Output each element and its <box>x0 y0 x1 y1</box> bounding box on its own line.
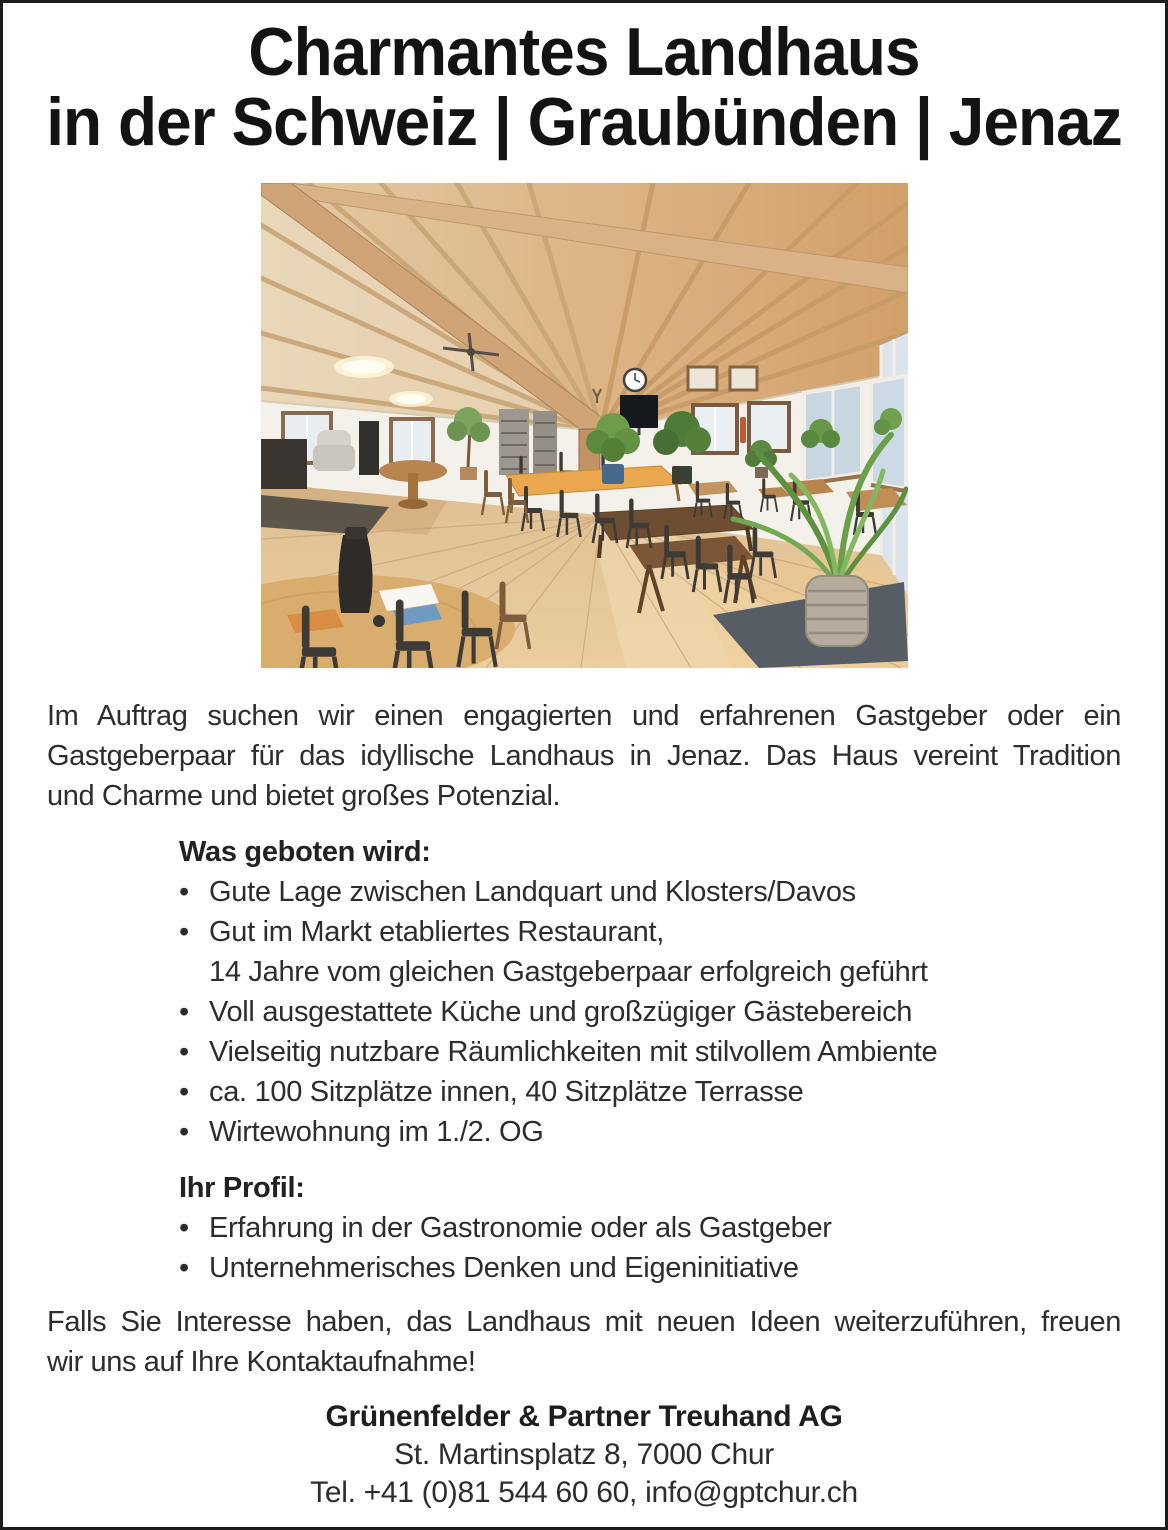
closing-line: Falls Sie Interesse haben, das Landhaus mit neuen Ideen weiterzuführen, freuen <box>47 1306 1121 1338</box>
bullet-item <box>179 1072 1105 1112</box>
profile-heading: Ihr Profil: <box>179 1172 305 1204</box>
intro-line: und Charme und bietet großes Potenzial. <box>47 780 561 812</box>
bullet-item <box>179 1248 1105 1288</box>
bullet-text: Voll ausgestattete Küche und großzügiger Gästebereich <box>209 996 913 1028</box>
bullet-item <box>179 912 1105 952</box>
bullet-text: ca. 100 Sitzplätze innen, 40 Sitzplätze Terrasse <box>209 1076 804 1108</box>
bullet-icon: • <box>179 1116 189 1148</box>
title-line-1: Charmantes Landhaus <box>248 14 920 90</box>
intro-line: Im Auftrag suchen wir einen engagierten und erfahrenen Gastgeber oder ein <box>47 700 1121 732</box>
offers-heading: Was geboten wird: <box>179 836 431 868</box>
closing-paragraph <box>47 1302 1121 1382</box>
profile-section <box>179 1168 1105 1288</box>
contact-block <box>3 1398 1165 1512</box>
bullet-text: Wirtewohnung im 1./2. OG <box>209 1116 544 1148</box>
intro-line: Gastgeberpaar für das idyllische Landhaus in Jenaz. Das Haus vereint Tradition <box>47 740 1121 772</box>
bullet-icon: • <box>179 1076 189 1108</box>
bullet-item <box>179 1112 1105 1152</box>
shelf-rack <box>499 409 529 475</box>
bullet-continuation: 14 Jahre vom gleichen Gastgeberpaar erfolgreich geführt <box>209 956 928 988</box>
bullet-text: Unternehmerisches Denken und Eigeninitiative <box>209 1252 799 1284</box>
property-photo <box>261 183 908 668</box>
bullet-text: Gute Lage zwischen Landquart und Klosters/Davos <box>209 876 856 908</box>
bullet-icon: • <box>179 1252 189 1284</box>
piano <box>261 439 307 489</box>
bullet-item <box>179 1032 1105 1072</box>
bullet-text: Gut im Markt etabliertes Restaurant, <box>209 916 664 948</box>
company-address: St. Martinsplatz 8, 7000 Chur <box>394 1438 774 1471</box>
offers-section <box>179 832 1105 1152</box>
bullet-item <box>179 872 1105 912</box>
closing-line: wir uns auf Ihre Kontaktaufnahme! <box>47 1346 476 1378</box>
intro-paragraph <box>47 696 1121 816</box>
restaurant-interior-photo <box>261 183 908 668</box>
framed-picture <box>688 367 717 390</box>
armchair <box>313 445 355 471</box>
bullet-icon: • <box>179 916 189 948</box>
bullet-icon: • <box>179 1036 189 1068</box>
ad-title <box>3 14 1165 160</box>
stove <box>359 421 379 475</box>
bullet-item <box>179 1208 1105 1248</box>
bullet-text: Vielseitig nutzbare Räumlichkeiten mit stilvollem Ambiente <box>209 1036 938 1068</box>
company-name: Grünenfelder & Partner Treuhand AG <box>325 1400 843 1433</box>
title-line-2: in der Schweiz | Graubünden | Jenaz <box>46 84 1122 160</box>
bullet-icon: • <box>179 1212 189 1244</box>
bullet-icon: • <box>179 996 189 1028</box>
bullet-text: Erfahrung in der Gastronomie oder als Gastgeber <box>209 1212 832 1244</box>
framed-picture <box>730 367 757 390</box>
company-phone-email: Tel. +41 (0)81 544 60 60, info@gptchur.ch <box>310 1476 858 1509</box>
bullet-item <box>179 992 1105 1032</box>
bullet-icon: • <box>179 876 189 908</box>
